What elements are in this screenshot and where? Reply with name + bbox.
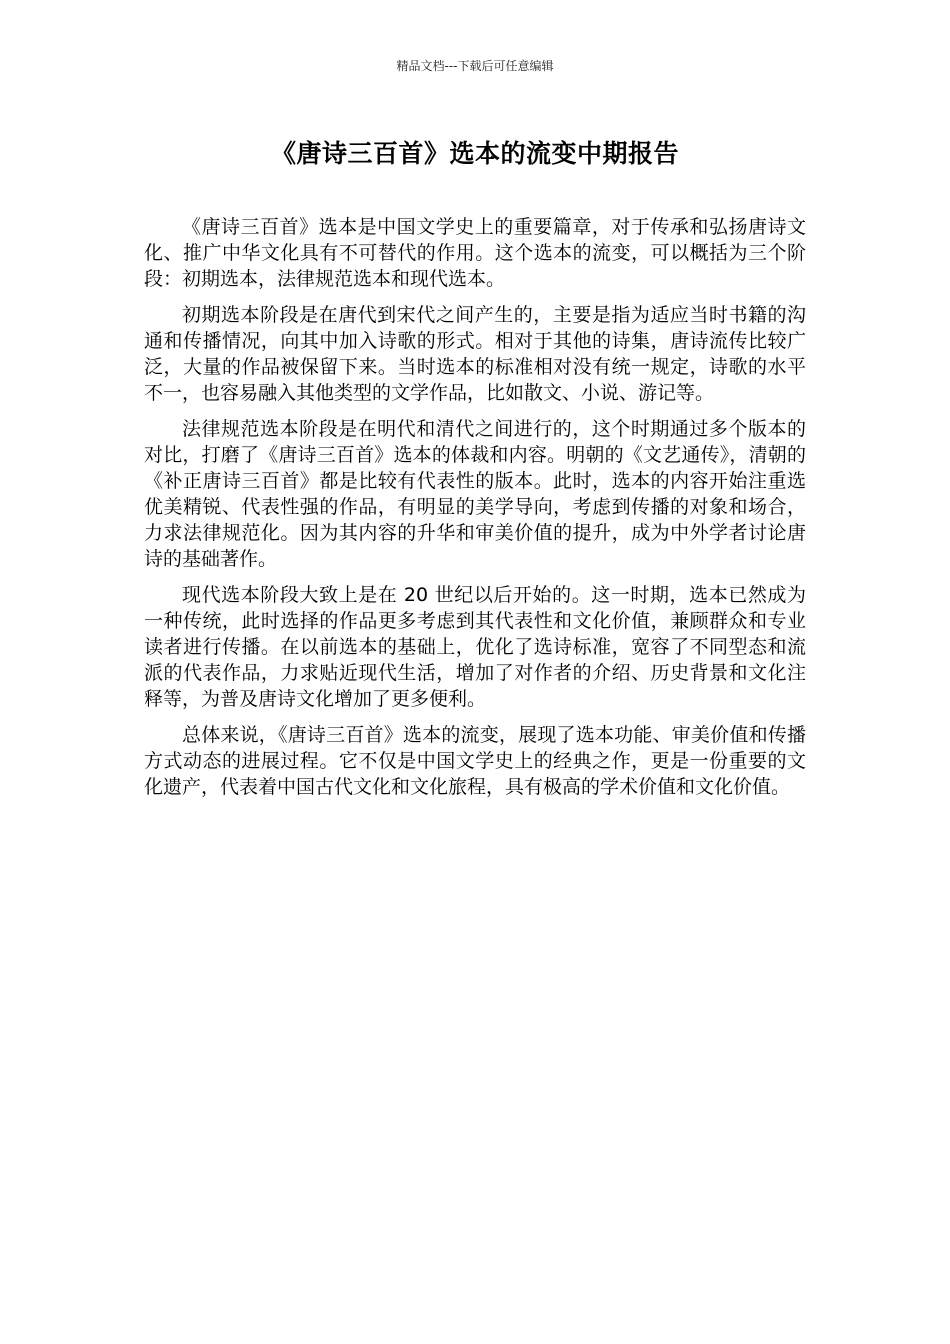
paragraph-intro: 《唐诗三百首》选本是中国文学史上的重要篇章，对于传承和弘扬唐诗文化、推广中华文化具有不可替代的作用。这个选本的流变，可以概括为三个阶段：初期选本，法律规范选本和现代选本。 xyxy=(144,216,806,290)
paragraph-standardized-stage: 法律规范选本阶段是在明代和清代之间进行的，这个时期通过多个版本的对比，打磨了《唐诗三百首》选本的体裁和内容。明朝的《文艺通传》，清朝的《补正唐诗三百首》都是比较有代表性的版本。此时，选本的内容开始注重选优美精锐、代表性强的作品，有明显的美学导向，考虑到传播的对象和场合，力求法律规范化。因为其内容的升华和审美价值的提升，成为中外学者讨论唐诗的基础著作。 xyxy=(144,418,806,570)
document-body xyxy=(144,214,806,810)
document-title: 《唐诗三百首》选本的流变中期报告 xyxy=(270,139,679,168)
paragraph-conclusion: 总体来说，《唐诗三百首》选本的流变，展现了选本功能、审美价值和传播方式动态的进展过程。它不仅是中国文学史上的经典之作，更是一份重要的文化遗产，代表着中国古代文化和文化旅程，具有极高的学术价值和文化价值。 xyxy=(144,724,806,798)
paragraph-early-stage: 初期选本阶段是在唐代到宋代之间产生的，主要是指为适应当时书籍的沟通和传播情况，向其中加入诗歌的形式。相对于其他的诗集，唐诗流传比较广泛，大量的作品被保留下来。当时选本的标准相对没有统一规定，诗歌的水平不一，也容易融入其他类型的文学作品，比如散文、小说、游记等。 xyxy=(144,304,806,404)
header-note: 精品文档---下载后可任意编辑 xyxy=(396,59,554,73)
paragraph-modern-stage: 现代选本阶段大致上是在 20 世纪以后开始的。这一时期，选本已然成为一种传统，此时选择的作品更多考虑到其代表性和文化价值，兼顾群众和专业读者进行传播。在以前选本的基础上，优化了选诗标准，宽容了不同型态和流派的代表作品，力求贴近现代生活，增加了对作者的介绍、历史背景和文化注释等，为普及唐诗文化增加了更多便利。 xyxy=(144,584,806,710)
